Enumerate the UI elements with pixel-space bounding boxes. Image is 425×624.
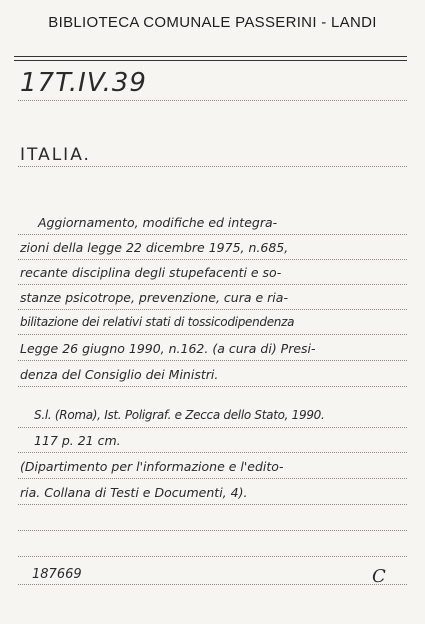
entry-line: Aggiornamento, modifiche ed integra- xyxy=(38,215,278,230)
header-rule-bottom xyxy=(14,60,407,61)
ruled-line xyxy=(18,360,407,361)
library-header: BIBLIOTECA COMUNALE PASSERINI - LANDI xyxy=(48,14,377,31)
ruled-line xyxy=(18,309,407,310)
ruled-line xyxy=(18,100,407,101)
ruled-line xyxy=(18,504,407,505)
ruled-line xyxy=(18,530,407,531)
entry-line: zioni della legge 22 dicembre 1975, n.685, xyxy=(20,240,289,255)
ruled-line xyxy=(18,334,407,335)
entry-line: ria. Collana di Testi e Documenti, 4). xyxy=(20,485,248,500)
entry-line: 117 p. 21 cm. xyxy=(34,433,121,448)
entry-line: recante disciplina degli stupefacenti e so- xyxy=(20,265,282,280)
entry-line: denza del Consiglio dei Ministri. xyxy=(20,367,219,382)
call-number: 17T.IV.39 xyxy=(20,68,147,98)
subject-heading: ITALIA. xyxy=(20,145,91,165)
header-rule-top xyxy=(14,56,407,57)
entry-line: stanze psicotrope, prevenzione, cura e ria- xyxy=(20,290,288,305)
ruled-line xyxy=(18,452,407,453)
ruled-line xyxy=(18,427,407,428)
ruled-line xyxy=(18,284,407,285)
entry-line: (Dipartimento per l'informazione e l'edito- xyxy=(20,459,284,474)
ruled-line xyxy=(18,478,407,479)
ruled-line xyxy=(18,556,407,557)
ruled-line xyxy=(18,259,407,260)
ruled-line xyxy=(18,166,407,167)
inventory-number: 187669 xyxy=(32,567,82,582)
entry-line: S.l. (Roma), Ist. Poligraf. e Zecca dello Stato, 1990. xyxy=(34,408,325,422)
entry-line: Legge 26 giugno 1990, n.162. (a cura di) Presi- xyxy=(20,341,316,356)
footer-mark: C xyxy=(372,566,386,587)
ruled-line xyxy=(18,234,407,235)
ruled-line xyxy=(18,584,407,585)
entry-line: bilitazione dei relativi stati di tossicodipendenza xyxy=(20,315,295,329)
ruled-line xyxy=(18,386,407,387)
